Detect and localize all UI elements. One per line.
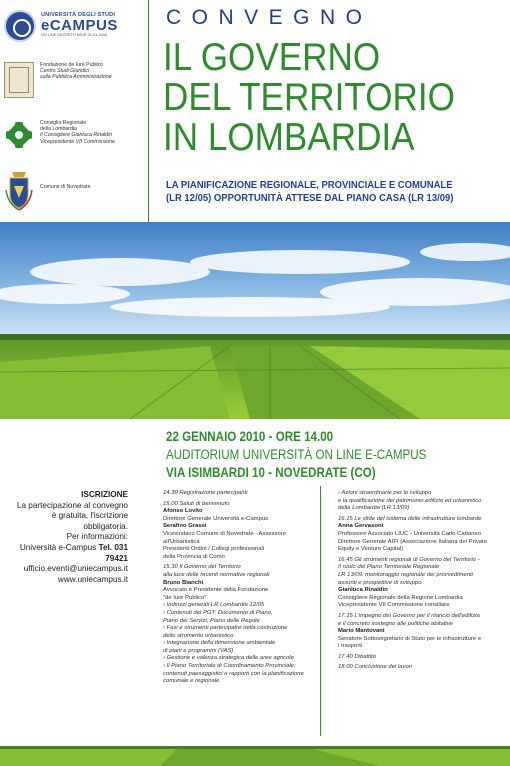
program-item: 14.30 Registrazione partecipanti [163,490,248,496]
topic-bullet: dello strumento urbanistico [163,632,234,639]
speaker-role: Senatore Sottosegretario di Stato per le infrastrutture e [338,635,482,642]
ecampus-university-label: UNIVERSITÀ DEGLI STUDI [41,12,116,18]
speaker-role: i trasporti [338,643,363,650]
program-item: 18.00 Conclusione dei lavori [338,664,413,671]
bottom-landscape-strip [0,746,510,766]
speaker-name: Serafino Grassi [163,523,207,530]
iure-line-2: Centro Studi Giuridici [40,68,90,75]
lombardy-rose-icon [4,120,34,150]
subtitle-line-1: LA PIANIFICAZIONE REGIONALE, PROVINCIALE E COMUNALE [166,180,453,191]
topic-bullet: della Lombardia (LR 13/09) [338,505,410,512]
speaker-role: all'Urbanistica [163,538,200,545]
speaker-role: Consigliere Regionale della Regione Lombardia [338,594,463,601]
topic-bullet: › Azioni straordinarie per lo sviluppo [338,490,432,496]
main-title [163,38,469,158]
speaker-role: Vicepresidente VII Commissione consiliare [338,602,450,609]
program-item [163,501,309,562]
speaker-role: Equity e Venture Capital) [338,546,404,553]
speaker-role: Presidenti Ordini / Collegi professionali [163,546,265,553]
program-item-title: 17.15 L'impegno del Governo per il rilancio dell'edilizia [338,612,480,619]
iure-publico-block [4,62,112,98]
ecampus-decree: ON LINE DECRETO MIUR 30-01-2006 [41,33,107,37]
speaker-name: Afonso Lovito [163,508,203,515]
event-date: 22 GENNAIO 2010 - ORE 14.00 [166,429,334,444]
title-line-1: IL GOVERNO [163,36,381,79]
topic-bullet: di piani e programmi (VAS) [163,647,234,654]
comune-novedrate-block [4,168,90,212]
event-address: VIA ISIMBARDI 10 - NOVEDRATE (CO) [166,465,376,480]
event-details [166,428,506,482]
iure-publico-book-icon [4,62,34,98]
speaker-name: Anna Gervasoni [338,523,384,530]
subtitle [166,180,482,205]
program-divider [320,486,321,736]
speaker-role: Vicesindaco Comune di Novedrate - Assessore [163,530,287,537]
regione-line-4: Vicepresidente VII Commissione [40,138,115,145]
registration-phone: Tel. 031 79421 [98,542,128,563]
iure-line-1: Fondazione de Iure Publico [40,62,104,68]
title-line-2: DEL TERRITORIO [163,76,455,119]
registration-heading: ISCRIZIONE [81,490,128,499]
topic-bullet: Piano dei Servizi, Piano delle Regole [163,617,260,624]
registration-email[interactable]: ufficio.eventi@uniecampus.it [23,564,128,574]
registration-website[interactable]: www.uniecampus.it [57,574,128,584]
ecampus-logo-block [4,10,118,42]
speaker-name: Gianluca Rinaldin [338,587,388,594]
topic-bullet: › Il Piano Territoriale di Coordinamento Provinciale; [163,663,296,670]
topic-bullet: › Indirizzi generali LR Lombardia 12/05 [163,602,265,609]
program-item-title: e il concreto sostegno alle politiche abitative [338,620,453,627]
iure-line-3: sulla Pubblica Amministrazione [40,74,112,81]
title-line-3: IN LOMBARDIA [163,116,415,159]
regione-line-1: Consiglio Regionale [40,120,87,126]
program-item [338,516,504,554]
program-item [338,557,504,610]
program-item-title: Il ruolo del Piano Territoriale Regionale [338,564,440,571]
speaker-role: Direttore Generale AIFI (Associazione Italiana del Private [338,538,487,545]
registration-line-4 [10,543,128,564]
registration-line-3: Per informazioni: [66,532,128,542]
registration-line-2: è gratuita, l'iscrizione obbligatoria. [51,511,128,531]
topic-bullet: › Fasi e strumenti partecipativi nella costruzione [163,625,288,632]
kicker-convegno: CONVEGNO [166,6,373,29]
program-item-title: assunti e prospettive di sviluppo [338,579,422,586]
ecampus-brand [41,12,118,37]
topic-bullet: e la qualificazione del patrimonio edilizio ed urbanistico [338,497,482,504]
header-divider [148,0,149,222]
program-item [163,564,309,686]
topic-bullet: › Integrazione della dimensione ambientale [163,640,276,647]
regione-line-3: Il Consigliere Gianluca Rinaldin [40,132,113,139]
registration-info [10,490,128,585]
novedrate-line-1: Comune di Novedrate [40,184,91,190]
novedrate-text [40,184,90,190]
consiglio-regionale-block [4,120,115,150]
program-item: 17.40 Dibattito [338,653,376,660]
ecampus-brand-name: eCAMPUS [41,17,118,34]
topic-bullet: contenuti paesaggistici e rapporti con la pianificazione [163,670,304,677]
program-item-title: 16.45 Gli strumenti regionali di Governo del Territorio - [338,556,480,563]
speaker-role: Professore Associato LIUC - Università Carlo Cattaneo [338,530,482,537]
novedrate-coat-of-arms-icon [4,168,34,212]
program-column-2 [338,490,504,675]
subtitle-line-2: (LR 12/05) OPPORTUNITÀ ATTESE DAL PIANO CASA (LR 13/09) [166,192,454,204]
topic-bullet: › Gestione e valenza strategica delle aree agricole [163,655,294,662]
event-place: AUDITORIUM UNIVERSITÀ ON LINE E-CAMPUS [166,447,427,462]
program-item [338,613,504,651]
speaker-role: Direttore Generale Università e-Campus [163,515,269,522]
program-item-title: alla luce delle recenti normative regionali [163,571,270,578]
ecampus-seal-icon [4,10,36,42]
landscape-photo [0,222,510,419]
program-column-1 [163,490,309,689]
program-item-time: 15.00 Saluti di benvenuto [163,500,230,507]
registration-line-1: La partecipazione al convegno [16,500,128,510]
iure-publico-text [40,62,112,81]
program-item-title: 15.30 Il Governo del Territorio [163,564,241,571]
topic-bullet: › Contenuti del PGT: Documento di Piano, [163,609,273,616]
program-item-title: LR 13/09: monitoraggio regionale dei provvedimenti [338,571,473,578]
speaker-role: "de Iure Publico" [163,594,207,601]
program-item [338,490,504,513]
speaker-role: della Provincia di Como [163,553,225,560]
regione-line-2: della Lombardia [40,126,77,133]
topic-bullet: comunale e regionale [163,678,220,685]
speaker-name: Bruno Bianchi [163,579,204,586]
speaker-name: Mario Mantovani [338,628,385,635]
speaker-role: Avvocato e Presidente della Fondazione [163,587,269,594]
program-item-title: 16.15 Le sfide del sistema delle infrastrutture lombarde [338,515,482,522]
sponsor-column [0,0,148,222]
consiglio-regionale-text [40,120,115,145]
registration-university: Università e-Campus [19,542,97,552]
